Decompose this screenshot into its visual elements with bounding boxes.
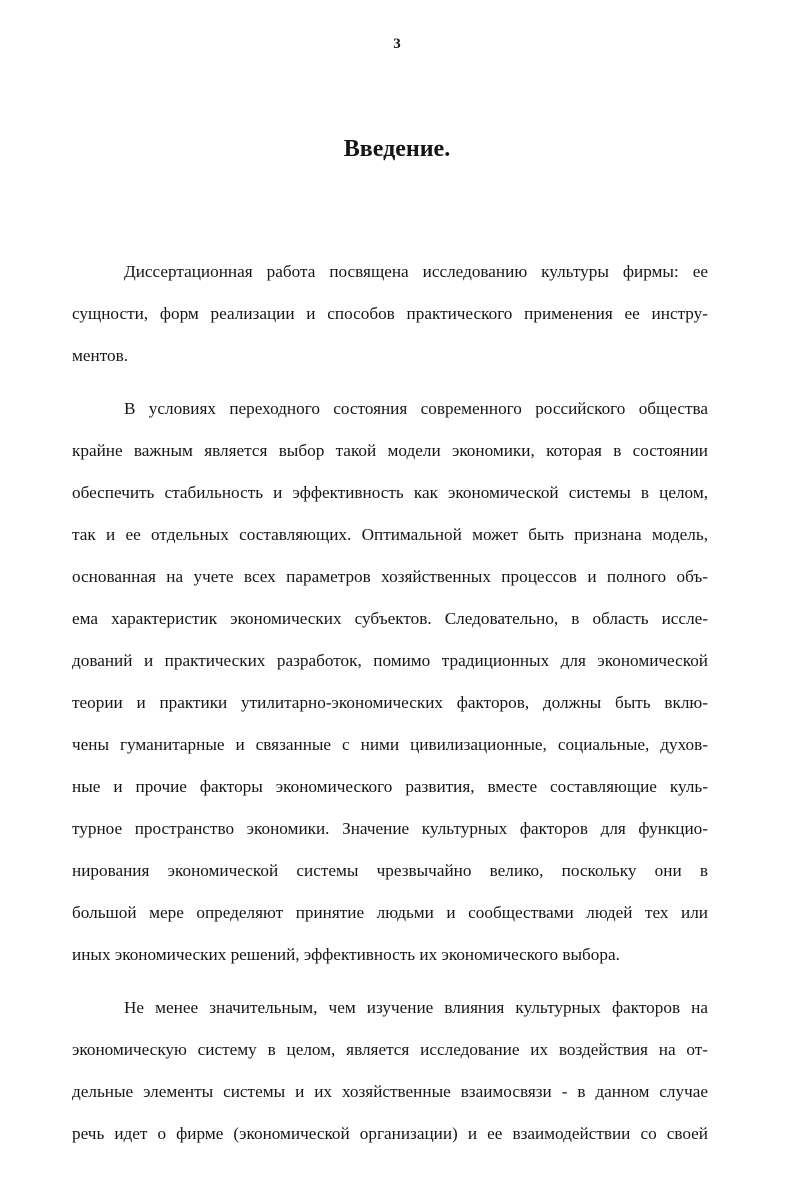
paragraph-2 <box>72 388 708 976</box>
text-line: крайне важным является выбор такой модели экономики, которая в состоянии <box>72 441 708 460</box>
page-title: Введение. <box>343 136 451 162</box>
paragraph-3 <box>72 987 708 1155</box>
page-number: 3 <box>393 36 401 52</box>
text-line: основанная на учете всех параметров хозяйственных процессов и полного объ- <box>72 567 708 586</box>
text-line: сущности, форм реализации и способов практического применения ее инстру- <box>72 304 708 323</box>
text-line: иных экономических решений, эффективность их экономического выбора. <box>72 945 620 964</box>
text-line: большой мере определяют принятие людьми и сообществами людей тех или <box>72 903 708 922</box>
text-line: Диссертационная работа посвящена исследованию культуры фирмы: ее <box>124 262 708 281</box>
text-line: обеспечить стабильность и эффективность как экономической системы в целом, <box>72 483 708 502</box>
text-line: ные и прочие факторы экономического развития, вместе составляющие куль- <box>72 777 708 796</box>
text-line: дований и практических разработок, помимо традиционных для экономической <box>72 651 708 670</box>
text-line: дельные элементы системы и их хозяйственные взаимосвязи - в данном случае <box>72 1082 708 1101</box>
text-line: нирования экономической системы чрезвычайно велико, поскольку они в <box>72 861 708 880</box>
text-line: экономическую систему в целом, является исследование их воздействия на от- <box>72 1040 708 1059</box>
paragraph-1 <box>72 251 708 377</box>
text-line: В условиях переходного состояния современного российского общества <box>124 399 708 418</box>
body-text <box>72 251 708 1155</box>
text-line: Не менее значительным, чем изучение влияния культурных факторов на <box>124 998 708 1017</box>
text-line: теории и практики утилитарно-экономических факторов, должны быть вклю- <box>72 693 708 712</box>
text-line: турное пространство экономики. Значение культурных факторов для функцио- <box>72 819 708 838</box>
text-line: ментов. <box>72 346 128 365</box>
text-line: так и ее отдельных составляющих. Оптимальной может быть признана модель, <box>72 525 708 544</box>
text-line: речь идет о фирме (экономической организации) и ее взаимодействии со своей <box>72 1124 708 1143</box>
text-line: чены гуманитарные и связанные с ними цивилизационные, социальные, духов- <box>72 735 708 754</box>
text-line: ема характеристик экономических субъектов. Следовательно, в область иссле- <box>72 609 708 628</box>
